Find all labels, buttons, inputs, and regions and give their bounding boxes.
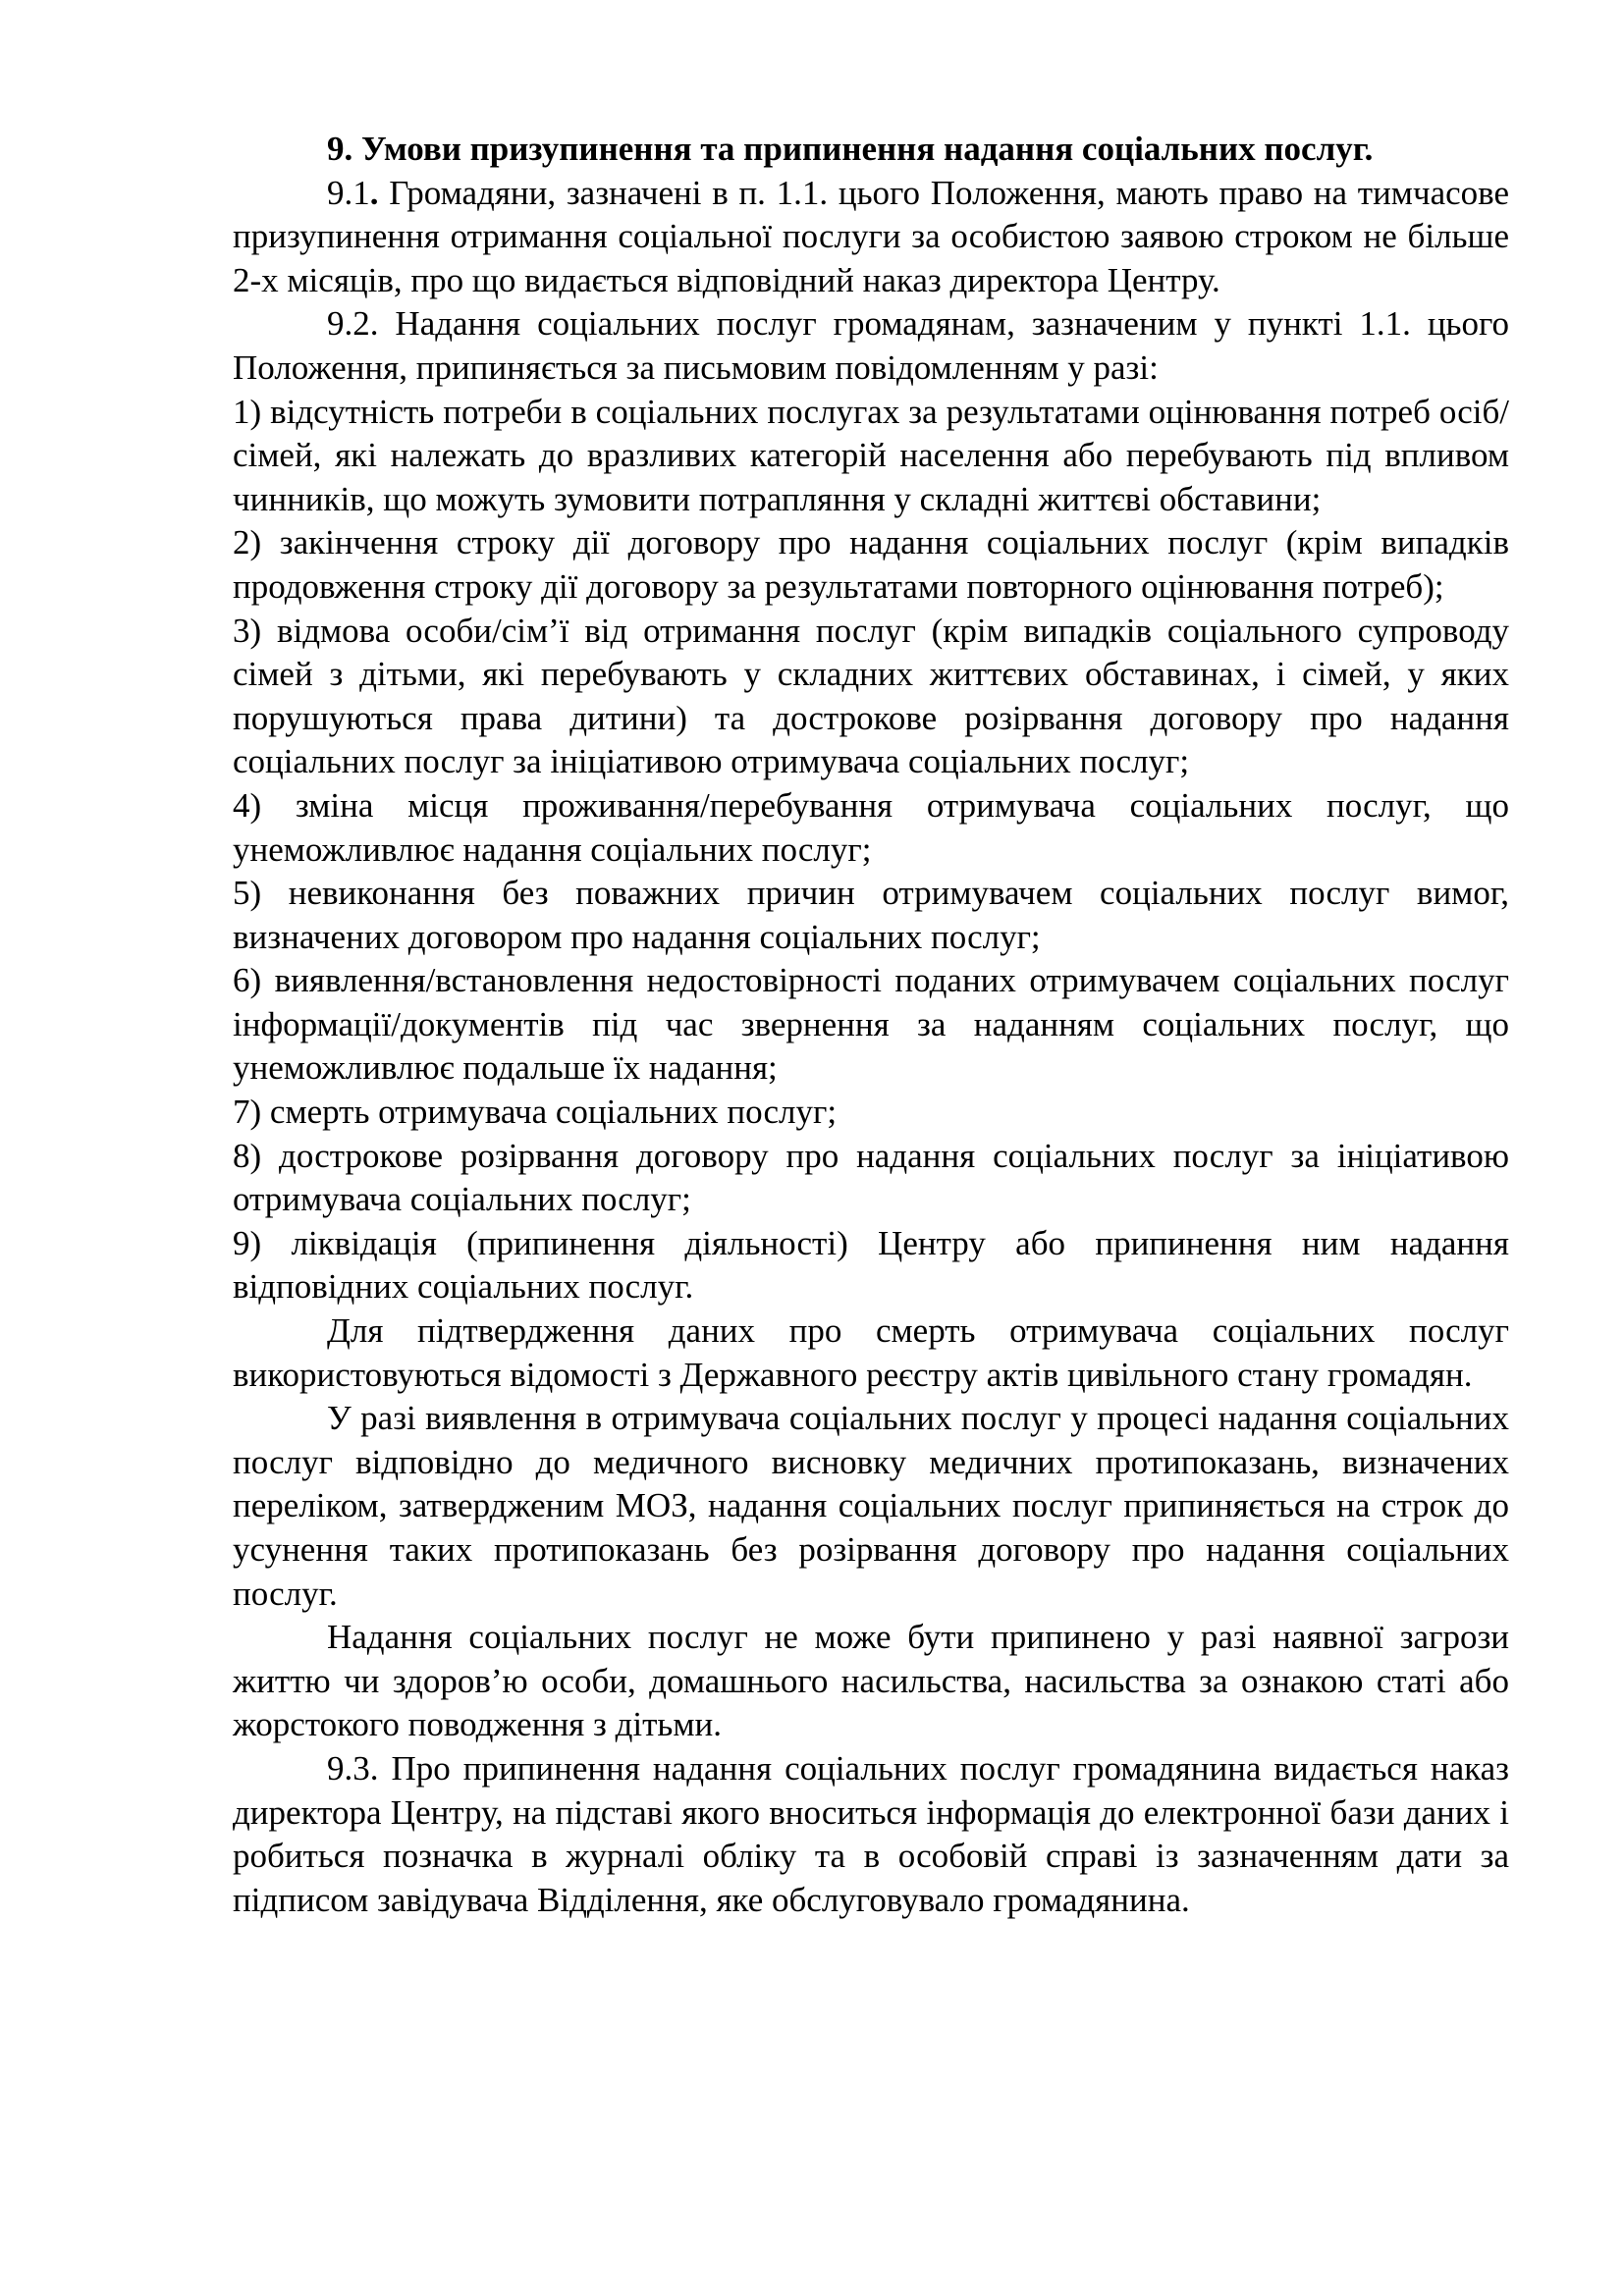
- paragraph-9-1-dot: .: [369, 173, 379, 212]
- paragraph-death-records: Для підтвердження даних про смерть отримувача соціальних послуг використовуються відомості з Державного реєстру актів цивільного стану громадян.: [233, 1311, 1509, 1394]
- list-item-6: 6) виявлення/встановлення недостовірності поданих отримувачем соціальних послуг інформації/документів під час звернення за наданням соціальних послуг, що унеможливлює подальше їх надання;: [233, 961, 1509, 1088]
- paragraph-medical-contraindications: У разі виявлення в отримувача соціальних послуг у процесі надання соціальних послуг відповідно до медичного висновку медичних протипоказань, визначених переліком, затвердженим МОЗ, надання соціальних послуг припиняється на строк до усунення таких протипоказань без розірвання договору про надання соціальних послуг.: [233, 1399, 1509, 1613]
- list-item-5: 5) невиконання без поважних причин отримувачем соціальних послуг вимог, визначених договором про надання соціальних послуг;: [233, 874, 1509, 956]
- list-item-3: 3) відмова особи/сім’ї від отримання послуг (крім випадків соціального супроводу сімей з дітьми, які перебувають у складних життєвих обставинах, і сімей, у яких порушуються права дитини) та дострокове розірвання договору про надання соціальних послуг за ініціативою отримувача соціальних послуг;: [233, 611, 1509, 781]
- section-heading: 9. Умови призупинення та припинення надання соціальних послуг.: [327, 130, 1374, 168]
- paragraph-9-3: 9.3. Про припинення надання соціальних послуг громадянина видається наказ директора Центру, на підставі якого вноситься інформація до електронної бази даних і робиться позначка в журналі обліку та в особовій справі із зазначенням дати за підписом завідувача Відділення, яке обслуговувало громадянина.: [233, 1748, 1509, 1919]
- paragraph-9-2: 9.2. Надання соціальних послуг громадянам, зазначеним у пункті 1.1. цього Положення, припиняється за письмовим повідомленням у разі:: [233, 304, 1509, 387]
- list-item-1: 1) відсутність потреби в соціальних послугах за результатами оцінювання потреб осіб/сімей, які належать до вразливих категорій населення або перебувають під впливом чинників, що можуть зумовити потрапляння у складні життєві обставини;: [233, 392, 1509, 518]
- document-page: [233, 128, 1509, 1922]
- list-item-2: 2) закінчення строку дії договору про надання соціальних послуг (крім випадків продовження строку дії договору за результатами повторного оцінювання потреб);: [233, 523, 1509, 606]
- list-item-7: 7) смерть отримувача соціальних послуг;: [233, 1093, 838, 1132]
- paragraph-9-1: [233, 172, 1509, 303]
- list-item-9: 9) ліквідація (припинення діяльності) Центру або припинення ним надання відповідних соціальних послуг.: [233, 1223, 1509, 1307]
- list-item-4: 4) зміна місця проживання/перебування отримувача соціальних послуг, що унеможливлює надання соціальних послуг;: [233, 785, 1509, 869]
- list-item-8: 8) дострокове розірвання договору про надання соціальних послуг за ініціативою отримувача соціальних послуг;: [233, 1136, 1509, 1219]
- paragraph-threat-exception: Надання соціальних послуг не може бути припинено у разі наявної загрози життю чи здоров’ю особи, домашнього насильства, насильства за ознакою статі або жорстокого поводження з дітьми.: [233, 1618, 1509, 1744]
- paragraph-9-1-number: 9.1: [327, 173, 370, 212]
- paragraph-9-1-text: Громадяни, зазначені в п. 1.1. цього Положення, мають право на тимчасове призупинення отримання соціальної послуги за особистою заявою строком не більше 2-х місяців, про що видається відповідний наказ директора Центру.: [233, 173, 1509, 299]
